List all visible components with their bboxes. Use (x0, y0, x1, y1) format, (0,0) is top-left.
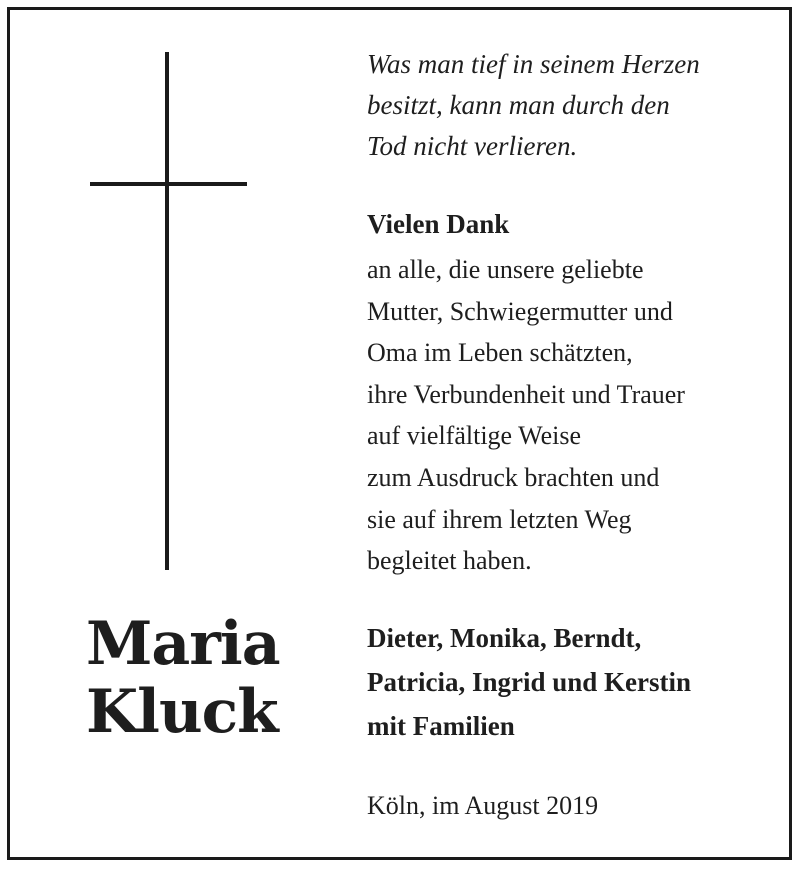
thanks-line: zum Ausdruck brachten und (367, 462, 660, 492)
thanks-line: begleitet haben. (367, 546, 532, 576)
deceased-first-name: Maria (86, 609, 280, 679)
family-signatures (367, 616, 691, 748)
deceased-name (86, 610, 280, 746)
thanks-line: Oma im Leben schätzten, (367, 338, 633, 368)
family-line: Dieter, Monika, Berndt, (367, 623, 642, 653)
quote-line: Tod nicht verlieren. (367, 131, 578, 161)
quote-line: Was man tief in seinem Herzen (367, 49, 700, 79)
thanks-heading: Vielen Dank (367, 209, 510, 239)
thanks-body (367, 249, 685, 582)
memorial-quote (367, 44, 700, 167)
family-line: mit Familien (367, 711, 515, 741)
thanks-line: sie auf ihrem letzten Weg (367, 504, 632, 534)
thanks-line: Mutter, Schwiegermutter und (367, 296, 673, 326)
cross-horizontal-bar (90, 182, 247, 186)
family-line: Patricia, Ingrid und Kerstin (367, 667, 692, 697)
quote-line: besitzt, kann man durch den (367, 90, 670, 120)
deceased-last-name: Kluck (86, 677, 278, 747)
thanks-line: ihre Verbundenheit und Trauer (367, 379, 685, 409)
cross-vertical-bar (165, 52, 169, 570)
place-date: Köln, im August 2019 (367, 791, 599, 820)
thanks-line: an alle, die unsere geliebte (367, 255, 644, 284)
thanks-line: auf vielfältige Weise (367, 421, 582, 451)
